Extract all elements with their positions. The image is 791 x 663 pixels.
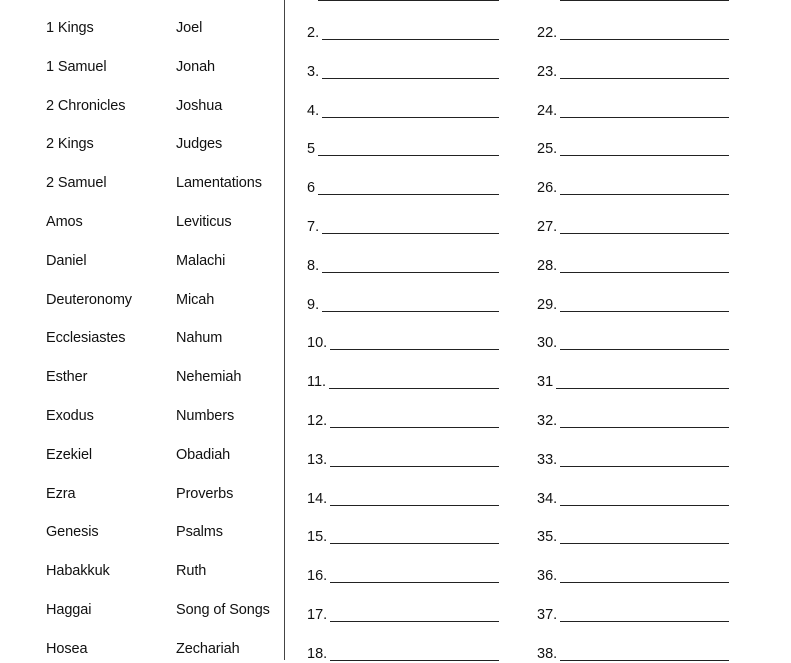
answer-line[interactable] — [330, 427, 499, 428]
answer-line[interactable] — [560, 233, 729, 234]
answer-line[interactable] — [556, 388, 729, 389]
answer-blank[interactable] — [537, 490, 729, 508]
answer-number: 16. — [307, 568, 328, 585]
answer-number: 27. — [537, 219, 558, 235]
book-name: Nahum — [176, 330, 223, 347]
book-name: Esther — [46, 369, 88, 386]
book-name: 2 Chronicles — [46, 97, 126, 114]
answer-blank[interactable] — [537, 179, 729, 197]
book-name: Song of Songs — [176, 602, 270, 618]
book-name: Hosea — [46, 640, 88, 657]
book-name: 1 Kings — [46, 20, 94, 36]
answer-blank[interactable] — [307, 334, 499, 352]
answer-number: 18. — [307, 645, 328, 662]
answer-line[interactable] — [560, 39, 729, 40]
answer-line[interactable] — [560, 155, 729, 156]
answer-blank[interactable] — [307, 528, 499, 546]
answer-line[interactable] — [330, 349, 499, 350]
answer-line[interactable] — [560, 543, 729, 544]
answer-number: 7. — [307, 219, 320, 235]
answer-number: 30. — [537, 335, 558, 352]
answer-blank[interactable] — [307, 102, 499, 120]
answer-number: 35. — [537, 529, 558, 546]
answer-number: 6 — [307, 180, 316, 197]
answer-blank[interactable] — [537, 102, 729, 120]
book-name: Haggai — [46, 602, 92, 618]
answer-blank[interactable] — [537, 373, 729, 391]
answer-blank[interactable] — [307, 567, 499, 585]
answer-line[interactable] — [322, 272, 499, 273]
answer-blank[interactable] — [537, 257, 729, 275]
answer-number: 3. — [307, 63, 320, 80]
book-name: 2 Kings — [46, 136, 94, 153]
book-name: Lamentations — [176, 175, 262, 192]
answer-blank[interactable] — [537, 606, 729, 624]
answer-line[interactable] — [560, 505, 729, 506]
book-name: Joshua — [176, 97, 223, 114]
answer-blank[interactable] — [537, 645, 729, 663]
answer-number: 12. — [307, 413, 328, 429]
answer-number: 32. — [537, 413, 558, 429]
book-name: Habakkuk — [46, 563, 110, 580]
book-name: Nehemiah — [176, 369, 242, 386]
answer-number: 8. — [307, 257, 320, 274]
book-name: 1 Samuel — [46, 58, 107, 75]
book-name: Ezra — [46, 485, 76, 502]
book-name: Amos — [46, 214, 83, 230]
answer-blank[interactable] — [307, 373, 499, 391]
answer-number: 38. — [537, 645, 558, 662]
answer-line[interactable] — [560, 427, 729, 428]
answer-number: 36. — [537, 568, 558, 585]
answer-blank[interactable] — [537, 24, 729, 42]
book-name: Deuteronomy — [46, 291, 132, 308]
answer-number: 10. — [307, 335, 328, 352]
answer-blank-line-top-left — [318, 0, 499, 1]
book-name: Judges — [176, 136, 223, 153]
answer-number: 13. — [307, 451, 328, 468]
answer-number: 29. — [537, 296, 558, 313]
answer-line[interactable] — [322, 78, 499, 79]
answer-line[interactable] — [330, 505, 499, 506]
answer-line[interactable] — [330, 543, 499, 544]
answer-number: 22. — [537, 25, 558, 41]
answer-number: 17. — [307, 607, 328, 623]
answer-blank[interactable] — [307, 296, 499, 314]
answer-number: 23. — [537, 63, 558, 80]
answer-line[interactable] — [560, 78, 729, 79]
answer-blank[interactable] — [537, 451, 729, 469]
answer-number: 5 — [307, 141, 316, 158]
column-divider — [284, 0, 285, 660]
book-name: Joel — [176, 20, 203, 36]
answer-line[interactable] — [330, 466, 499, 467]
answer-line[interactable] — [322, 39, 499, 40]
answer-number: 24. — [537, 102, 558, 119]
answer-line[interactable] — [560, 466, 729, 467]
answer-blank[interactable] — [537, 334, 729, 352]
answer-number: 11. — [307, 374, 327, 391]
book-name: Leviticus — [176, 214, 232, 230]
book-name: Ruth — [176, 563, 207, 580]
answer-line[interactable] — [330, 621, 499, 622]
book-name: Micah — [176, 291, 215, 308]
book-name: Psalms — [176, 524, 223, 541]
answer-blank-line-top-right — [560, 0, 729, 1]
answer-blank[interactable] — [307, 179, 499, 197]
book-name: Ecclesiastes — [46, 330, 126, 347]
book-name: Proverbs — [176, 485, 234, 502]
answer-blank[interactable] — [537, 296, 729, 314]
answer-line[interactable] — [322, 233, 499, 234]
answer-number: 31 — [537, 374, 554, 391]
answer-line[interactable] — [560, 117, 729, 118]
answer-line[interactable] — [560, 272, 729, 273]
answer-number: 25. — [537, 141, 558, 158]
answer-blank[interactable] — [307, 218, 499, 236]
answer-blank[interactable] — [307, 490, 499, 508]
book-name: Genesis — [46, 524, 99, 541]
answer-blank[interactable] — [307, 412, 499, 430]
answer-line[interactable] — [560, 621, 729, 622]
answer-number: 26. — [537, 180, 558, 197]
book-name: Numbers — [176, 408, 235, 424]
answer-line[interactable] — [560, 349, 729, 350]
answer-line[interactable] — [329, 388, 499, 389]
answer-blank[interactable] — [537, 412, 729, 430]
answer-blank[interactable] — [537, 528, 729, 546]
answer-line[interactable] — [560, 582, 729, 583]
answer-line[interactable] — [560, 194, 729, 195]
answer-number: 33. — [537, 451, 558, 468]
answer-blank[interactable] — [307, 63, 499, 81]
book-name: Malachi — [176, 252, 226, 269]
answer-blank[interactable] — [537, 63, 729, 81]
answer-blank[interactable] — [307, 451, 499, 469]
answer-blank[interactable] — [307, 606, 499, 624]
book-name: Exodus — [46, 408, 94, 424]
answer-blank[interactable] — [307, 140, 499, 158]
answer-blank[interactable] — [307, 257, 499, 275]
answer-number: 9. — [307, 296, 320, 313]
answer-line[interactable] — [318, 155, 499, 156]
answer-number: 15. — [307, 529, 328, 546]
answer-blank[interactable] — [307, 645, 499, 663]
answer-number: 4. — [307, 102, 320, 119]
book-name: 2 Samuel — [46, 175, 107, 192]
answer-blank[interactable] — [537, 218, 729, 236]
answer-blank[interactable] — [537, 140, 729, 158]
answer-line[interactable] — [322, 117, 499, 118]
book-name: Daniel — [46, 252, 87, 269]
answer-blank[interactable] — [307, 24, 499, 42]
answer-line[interactable] — [560, 311, 729, 312]
book-name: Jonah — [176, 58, 216, 75]
book-name: Obadiah — [176, 446, 231, 463]
book-name: Ezekiel — [46, 446, 93, 463]
answer-number: 14. — [307, 490, 328, 507]
answer-number: 34. — [537, 490, 558, 507]
answer-number: 28. — [537, 257, 558, 274]
answer-line[interactable] — [318, 194, 499, 195]
answer-line[interactable] — [322, 311, 499, 312]
answer-blank[interactable] — [537, 567, 729, 585]
book-name: Zechariah — [176, 640, 240, 657]
answer-number: 2. — [307, 25, 320, 41]
answer-line[interactable] — [330, 582, 499, 583]
answer-number: 37. — [537, 607, 558, 623]
